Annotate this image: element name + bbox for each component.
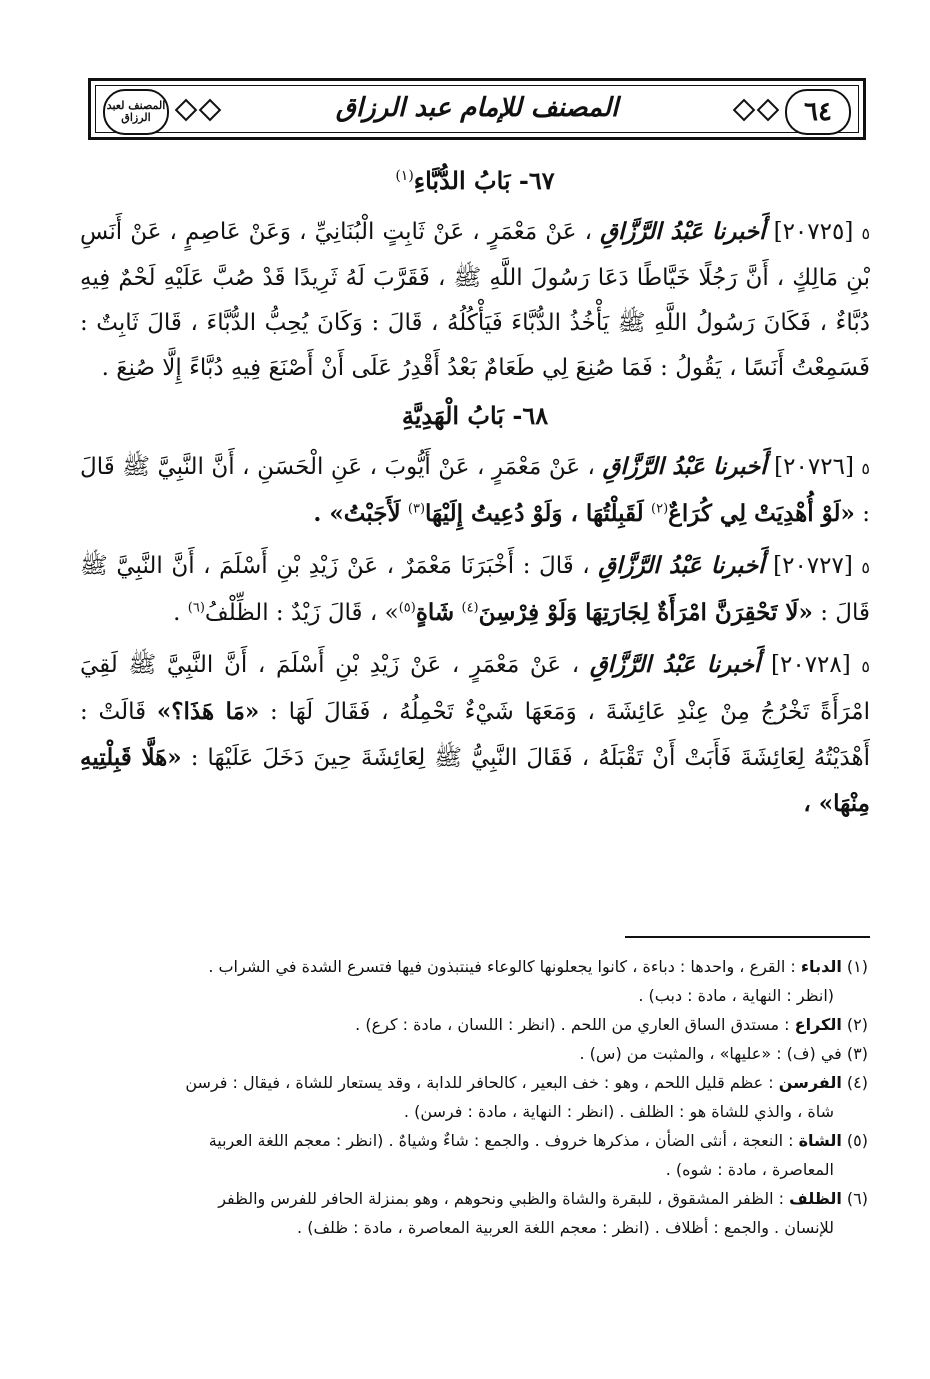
hadith-marker: ٥ [861, 459, 871, 478]
footnote-number: (١) [846, 957, 868, 976]
hadith-source: أَخبرنا عَبْدُ الرَّزَّاقِ [600, 218, 766, 245]
ornament-left [175, 89, 221, 131]
page-header [88, 78, 866, 140]
chapter-title: ٦٨- بَابُ الْهَدِيَّةِ [401, 401, 549, 430]
hadith-number: [٢٠٧٢٦] [774, 454, 854, 480]
footnote-number: (٣) [846, 1044, 868, 1063]
footnote-number: (٦) [846, 1189, 868, 1208]
hadith-source: أَخبرنا عَبْدُ الرَّزَّاقِ [598, 552, 765, 579]
footnote-continuation: المعاصرة ، مادة : شوه) . [665, 1160, 834, 1179]
footnote-term: الكراع [794, 1015, 842, 1034]
logo-text: المصنف لعبد الرزاق [106, 99, 166, 124]
footnotes [78, 952, 868, 1242]
hadith-source: أَخبرنا عَبْدُ الرَّزَّاقِ [602, 453, 767, 480]
footnote [78, 1010, 868, 1039]
hadith-paragraph [80, 543, 870, 636]
chapter-heading [80, 166, 870, 195]
footnote [78, 1126, 868, 1184]
hadith-marker: ٥ [861, 224, 871, 243]
hadith-paragraph [80, 209, 870, 391]
footnote-text: : القرع ، واحدها : دباءة ، كانوا يجعلونها كالوعاء فينتبذون فيها فتسرع الشدة في الشراب . [208, 957, 796, 976]
hadith-text: ، قَالَ : أَخْبَرَنَا مَعْمَرٌ ، عَنْ زَيْدِ بْنِ أَسْلَمَ ، أَنَّ النَّبِيَّ ﷺ قَالَ : [80, 553, 870, 626]
hadith-quote: لَقَبِلْتُهَا ، وَلَوْ دُعِيتُ إِلَيْهَا [425, 500, 644, 527]
hadith-quote: «هَلَّا قَبِلْتِيهِ مِنْهَا» ، [80, 744, 870, 817]
footnote-number: (٤) [846, 1073, 868, 1092]
hadith-text: ، عَنْ مَعْمَرٍ ، عَنْ أَيُّوبَ ، عَنِ الْحَسَنِ ، أَنَّ النَّبِيَّ ﷺ قَالَ : [80, 454, 870, 527]
hadith-text: ، عَنْ مَعْمَرٍ ، عَنْ ثَابِتٍ الْبُنَانِيِّ ، وَعَنْ عَاصِمٍ ، عَنْ أَنَسِ بْنِ مَالِكٍ ، أَنَّ رَجُلًا خَيَّاطًا دَعَا رَسُولَ اللَّهِ ﷺ ، فَقَرَّبَ لَهُ ثَرِيدًا قَدْ صُبَّ عَلَيْهِ لَحْمٌ فِيهِ دُبَّاءٌ ، فَكَانَ رَسُولُ اللَّهِ ﷺ يَأْخُذُ الدُّبَّاءَ فَيَأْكُلُهُ ، قَالَ : وَكَانَ يُحِبُّ الدُّبَّاءَ ، قَالَ ثَابِتٌ : فَسَمِعْتُ أَنَسًا ، يَقُولُ : فَمَا صُنِعَ لِي طَعَامٌ بَعْدُ أَقْدِرُ عَلَى أَنْ أَصْنَعَ فِيهِ دُبَّاءً إِلَّا صُنِعَ . [80, 219, 870, 381]
hadith-quote: «مَا هَذَا؟» [156, 698, 260, 725]
footnote-term: الشاة [798, 1131, 842, 1150]
footnote-ref: (٦) [187, 600, 205, 616]
hadith-number: [٢٠٧٢٨] [771, 652, 851, 678]
footnote-text: : مستدق الساق العاري من اللحم . (انظر : اللسان ، مادة : كرع) . [355, 1015, 790, 1034]
hadith-number: [٢٠٧٢٥] [773, 219, 854, 245]
footnote-number: (٢) [846, 1015, 868, 1034]
hadith-marker: ٥ [861, 558, 870, 577]
footnote-ref: (٢) [651, 501, 669, 517]
footnote-continuation: للإنسان . والجمع : أظلاف . (انظر : معجم اللغة العربية المعاصرة ، مادة : ظلف) . [297, 1218, 834, 1237]
hadith-number: [٢٠٧٢٧] [773, 553, 853, 579]
chapter-title: ٦٧- بَابُ الدُّبَّاءِ [413, 166, 555, 195]
publisher-logo [103, 89, 169, 135]
footnote-text: : النعجة ، أنثى الضأن ، مذكرها خروف . والجمع : شاءٌ وشياهٌ . (انظر : معجم اللغة العربية [208, 1131, 794, 1150]
footnote [78, 1039, 868, 1068]
chapter-heading [80, 401, 870, 430]
page-number: ٦٤ [804, 97, 832, 127]
hadith-text: » ، قَالَ زَيْدٌ : الظِّلْفُ [204, 600, 399, 626]
hadith-quote: «لَا تَحْقِرَنَّ امْرَأَةٌ لِجَارَتِهَا وَلَوْ فِرْسِنَ [478, 599, 813, 626]
hadith-quote: «لَوْ أُهْدِيَتْ لِي كُرَاعٌ [668, 500, 855, 527]
hadith-source: أَخبرنا عَبْدُ الرَّزَّاقِ [589, 651, 761, 678]
hadith-text: ، عَنْ مَعْمَرٍ ، عَنْ زَيْدِ بْنِ أَسْلَمَ ، أَنَّ النَّبِيَّ ﷺ لَقِيَ امْرَأَةً تَخْرُجُ مِنْ عِنْدِ عَائِشَةَ ، وَمَعَهَا شَيْءٌ تَحْمِلُهُ ، فَقَالَ لَهَا : [80, 652, 870, 725]
hadith-marker: ٥ [861, 657, 870, 676]
footnote-divider [625, 936, 870, 938]
hadith-quote: شَاةٍ [415, 599, 455, 626]
footnote-text: : الظفر المشقوق ، للبقرة والشاة والظبي ونحوهم ، وهو بمنزلة الحافر للفرس والظفر [218, 1189, 785, 1208]
footnote-continuation: شاة ، والذي للشاة هو : الظلف . (انظر : النهاية ، مادة : فرسن) . [403, 1102, 834, 1121]
footnote-term: الدباء [800, 957, 842, 976]
main-text [80, 160, 870, 833]
footnote-continuation: (انظر : النهاية ، مادة : دبب) . [638, 986, 834, 1005]
footnote-ref: (١) [395, 168, 414, 184]
footnote-term: الفرسن [778, 1073, 842, 1092]
footnote [78, 952, 868, 1010]
hadith-text: . [173, 600, 181, 626]
footnote-number: (٥) [846, 1131, 868, 1150]
hadith-paragraph [80, 642, 870, 827]
footnote-text: في (ف) : «عليها» ، والمثبت من (س) . [579, 1044, 842, 1063]
hadith-quote: لَأَجَبْتُ» . [313, 500, 401, 527]
footnote-ref: (٣) [407, 501, 426, 517]
hadith-text: قَالَتْ : أَهْدَيْتُهُ لِعَائِشَةَ فَأَبَتْ أَنْ تَقْبَلَهُ ، فَقَالَ النَّبِيُّ ﷺ لِعَائِشَةَ حِينَ دَخَلَ عَلَيْهَا : [80, 699, 870, 771]
footnote-ref: (٤) [461, 600, 479, 616]
hadith-paragraph [80, 444, 870, 537]
book-title: المصنف للإمام عبد الرزاق [335, 93, 619, 123]
footnote-ref: (٥) [398, 600, 416, 616]
footnote-text: : عظم قليل اللحم ، وهو : خف البعير ، كالحافر للدابة ، وقد يستعار للشاة ، فيقال : فرسن [185, 1073, 774, 1092]
footnote-term: الظلف [789, 1189, 842, 1208]
footnote [78, 1184, 868, 1242]
footnote [78, 1068, 868, 1126]
